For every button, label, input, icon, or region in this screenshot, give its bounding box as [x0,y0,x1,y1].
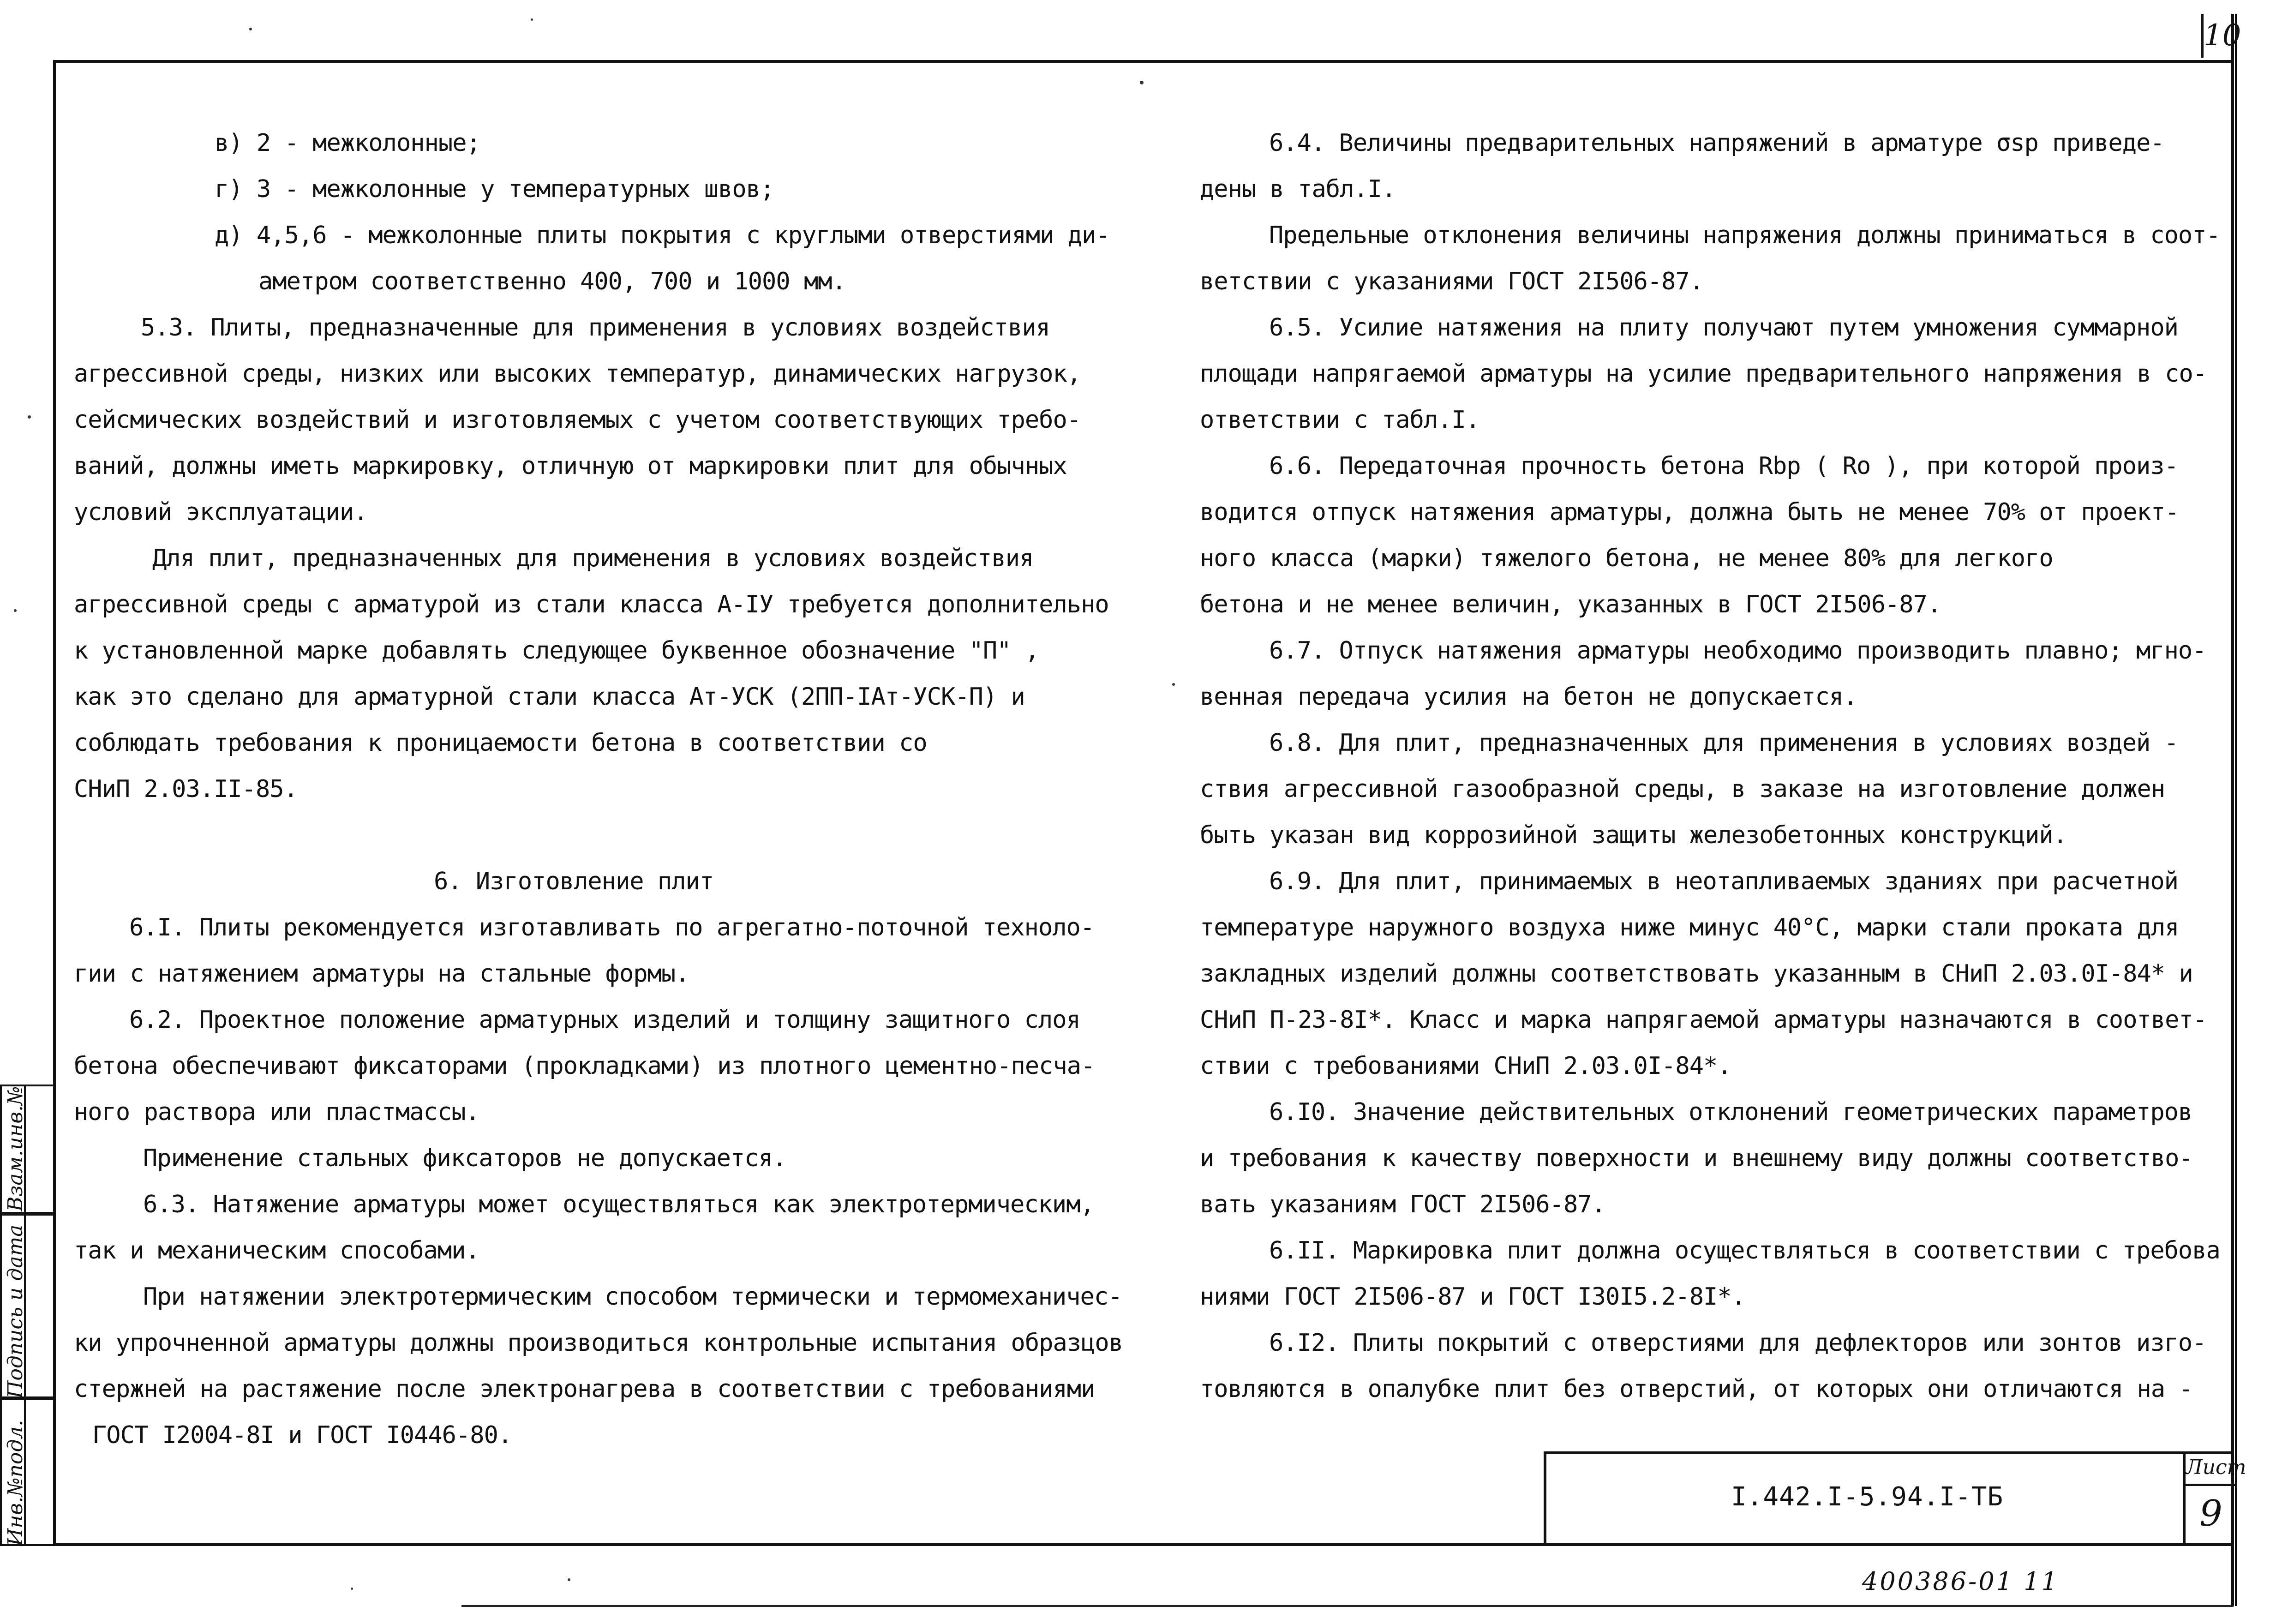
left-text-line: 6.I. Плиты рекомендуется изготавливать по агрегатно-поточной техноло- [129,914,1095,941]
scan-speck [351,1588,353,1590]
right-text-line: ного класса (марки) тяжелого бетона, не менее 80% для легкого [1200,545,2053,572]
left-text-line: бетона обеспечивают фиксаторами (прокладками) из плотного цементно-песча- [74,1052,1095,1080]
right-text-line: ответствии с табл.I. [1200,406,1480,434]
scan-speck [568,1578,570,1581]
right-text-line: дены в табл.I. [1200,175,1396,203]
side-label-replaced-inv: Взам.инв.№ [4,1086,27,1211]
left-text-line: ного раствора или пластмассы. [74,1098,479,1126]
side-approval-strip [0,1085,53,1546]
right-text-line: СНиП П-23-8I*. Класс и марка напрягаемой арматуры назначаются в соответ- [1200,1006,2207,1034]
left-text-line: 6.3. Натяжение арматуры может осуществляться как электротермическим, [143,1191,1094,1218]
left-text-line: 5.3. Плиты, предназначенные для применения в условиях воздействия [141,314,1050,342]
left-text-line: 6. Изготовление плит [434,868,714,895]
right-text-line: 6.I0. Значение действительных отклонений геометрических параметров [1269,1098,2192,1126]
right-text-line: Предельные отклонения величины напряжения должны приниматься в соот- [1269,222,2220,249]
sheet-number: 9 [2199,1493,2222,1534]
page-bottom-rule [461,1605,2234,1607]
left-text-line: 6.2. Проектное положение арматурных изделий и толщину защитного слоя [129,1006,1080,1034]
right-text-line: 6.4. Величины предварительных напряжений в арматуре σsp приведе- [1269,129,2164,157]
left-text-line: сейсмических воздействий и изготовляемых с учетом соответствующих требо- [74,406,1081,434]
left-text-line: условий эксплуатации. [74,498,368,526]
right-text-line: 6.II. Маркировка плит должна осуществляться в соответствии с требова [1269,1237,2220,1264]
right-text-line: ниями ГОСТ 2I506-87 и ГОСТ I30I5.2-8I*. [1200,1283,1745,1311]
left-text-line: гии с натяжением арматуры на стальные формы. [74,960,689,988]
right-text-line: 6.5. Усилие натяжения на плиту получают путем умножения суммарной [1269,314,2178,342]
left-text-line: г) 3 - межколонные у температурных швов; [215,175,774,203]
right-text-line: водится отпуск натяжения арматуры, должна быть не менее 70% от проект- [1200,498,2179,526]
left-text-line [74,812,1144,858]
left-text-line: СНиП 2.03.II-85. [74,775,298,803]
right-text-line: ствия агрессивной газообразной среды, в заказе на изготовление должен [1200,775,2165,803]
scan-speck [1172,683,1175,686]
left-text-column [74,120,1144,1458]
right-text-line: вать указаниям ГОСТ 2I506-87. [1200,1191,1605,1218]
scan-speck [531,18,533,21]
scan-speck [1140,81,1144,84]
left-text-line: ки упрочненной арматуры должны производиться контрольные испытания образцов [74,1329,1123,1357]
left-text-line: ваний, должны иметь маркировку, отличную от маркировки плит для обычных [74,452,1067,480]
right-text-line: закладных изделий должны соответствовать указанным в СНиП 2.03.0I-84* и [1200,960,2193,988]
left-text-line: в) 2 - межколонные; [215,129,480,157]
left-text-line: агрессивной среды, низких или высоких температур, динамических нагрузок, [74,360,1081,388]
sheet-label: Лист [2186,1451,2236,1486]
corner-page-number: 10 [2201,14,2236,58]
side-label-inv-no: Инв.№подл. [4,1420,27,1546]
right-text-line: 6.7. Отпуск натяжения арматуры необходимо производить плавно; мгно- [1269,637,2206,665]
right-text-line: ствии с требованиями СНиП 2.03.0I-84*. [1200,1052,1731,1080]
sheet-box [2183,1451,2246,1546]
right-text-line: бетона и не менее величин, указанных в ГОСТ 2I506-87. [1200,591,1941,618]
left-text-line: Для плит, предназначенных для применения в условиях воздействия [152,545,1034,572]
page-frame-right-edge [2231,14,2237,1606]
scan-speck [28,415,31,419]
left-text-line: ГОСТ I2004-8I и ГОСТ I0446-80. [92,1421,512,1449]
document-code: I.442.I-5.94.I-ТБ [1731,1482,2004,1512]
side-label-signature-date: Подпись и дата [4,1224,27,1398]
right-text-line: 6.8. Для плит, предназначенных для применения в условиях воздей - [1269,729,2178,757]
right-text-line: и требования к качеству поверхности и внешнему виду должны соответство- [1200,1145,2193,1172]
left-text-line: так и механическим способами. [74,1237,479,1264]
right-text-line: ветствии с указаниями ГОСТ 2I506-87. [1200,268,1704,295]
right-text-line: 6.I2. Плиты покрытий с отверстиями для дефлекторов или зонтов изго- [1269,1329,2206,1357]
right-text-line: 6.9. Для плит, принимаемых в неотапливаемых зданиях при расчетной [1269,868,2178,895]
left-text-line: аметром соответственно 400, 700 и 1000 мм. [258,268,846,295]
right-text-line: венная передача усилия на бетон не допускается. [1200,683,1857,711]
right-text-line: товляются в опалубке плит без отверстий, от которых они отличаются на - [1200,1375,2193,1403]
scan-speck [249,28,252,30]
left-text-line: к установленной марке добавлять следующее буквенное обозначение "П" , [74,637,1039,665]
left-text-line: д) 4,5,6 - межколонные плиты покрытия с круглыми отверстиями ди- [215,222,1110,249]
right-text-line: температуре наружного воздуха ниже минус 40°С, марки стали проката для [1200,914,2179,941]
left-text-line: агрессивной среды с арматурой из стали класса А-IУ требуется дополнительно [74,591,1109,618]
right-text-line: быть указан вид коррозийной защиты железобетонных конструкций. [1200,821,2067,849]
left-text-line: как это сделано для арматурной стали класса Ат-УСК (2ПП-IАт-УСК-П) и [74,683,1025,711]
left-text-line: стержней на растяжение после электронагрева в соответствии с требованиями [74,1375,1095,1403]
right-text-line: площади напрягаемой арматуры на усилие предварительного напряжения в со- [1200,360,2207,388]
title-block-stamp [1544,1451,2246,1546]
right-text-column [1200,120,2229,1412]
left-text-line: При натяжении электротермическим способом термически и термомеханичес- [143,1283,1122,1311]
scan-speck [14,609,17,612]
left-text-line: Применение стальных фиксаторов не допускается. [143,1145,787,1172]
archive-number: 400386-01 11 [1862,1567,2059,1596]
right-text-line: 6.6. Передаточная прочность бетона Rbp ( Ro ), при которой произ- [1269,452,2178,480]
left-text-line: соблюдать требования к проницаемости бетона в соответствии со [74,729,927,757]
